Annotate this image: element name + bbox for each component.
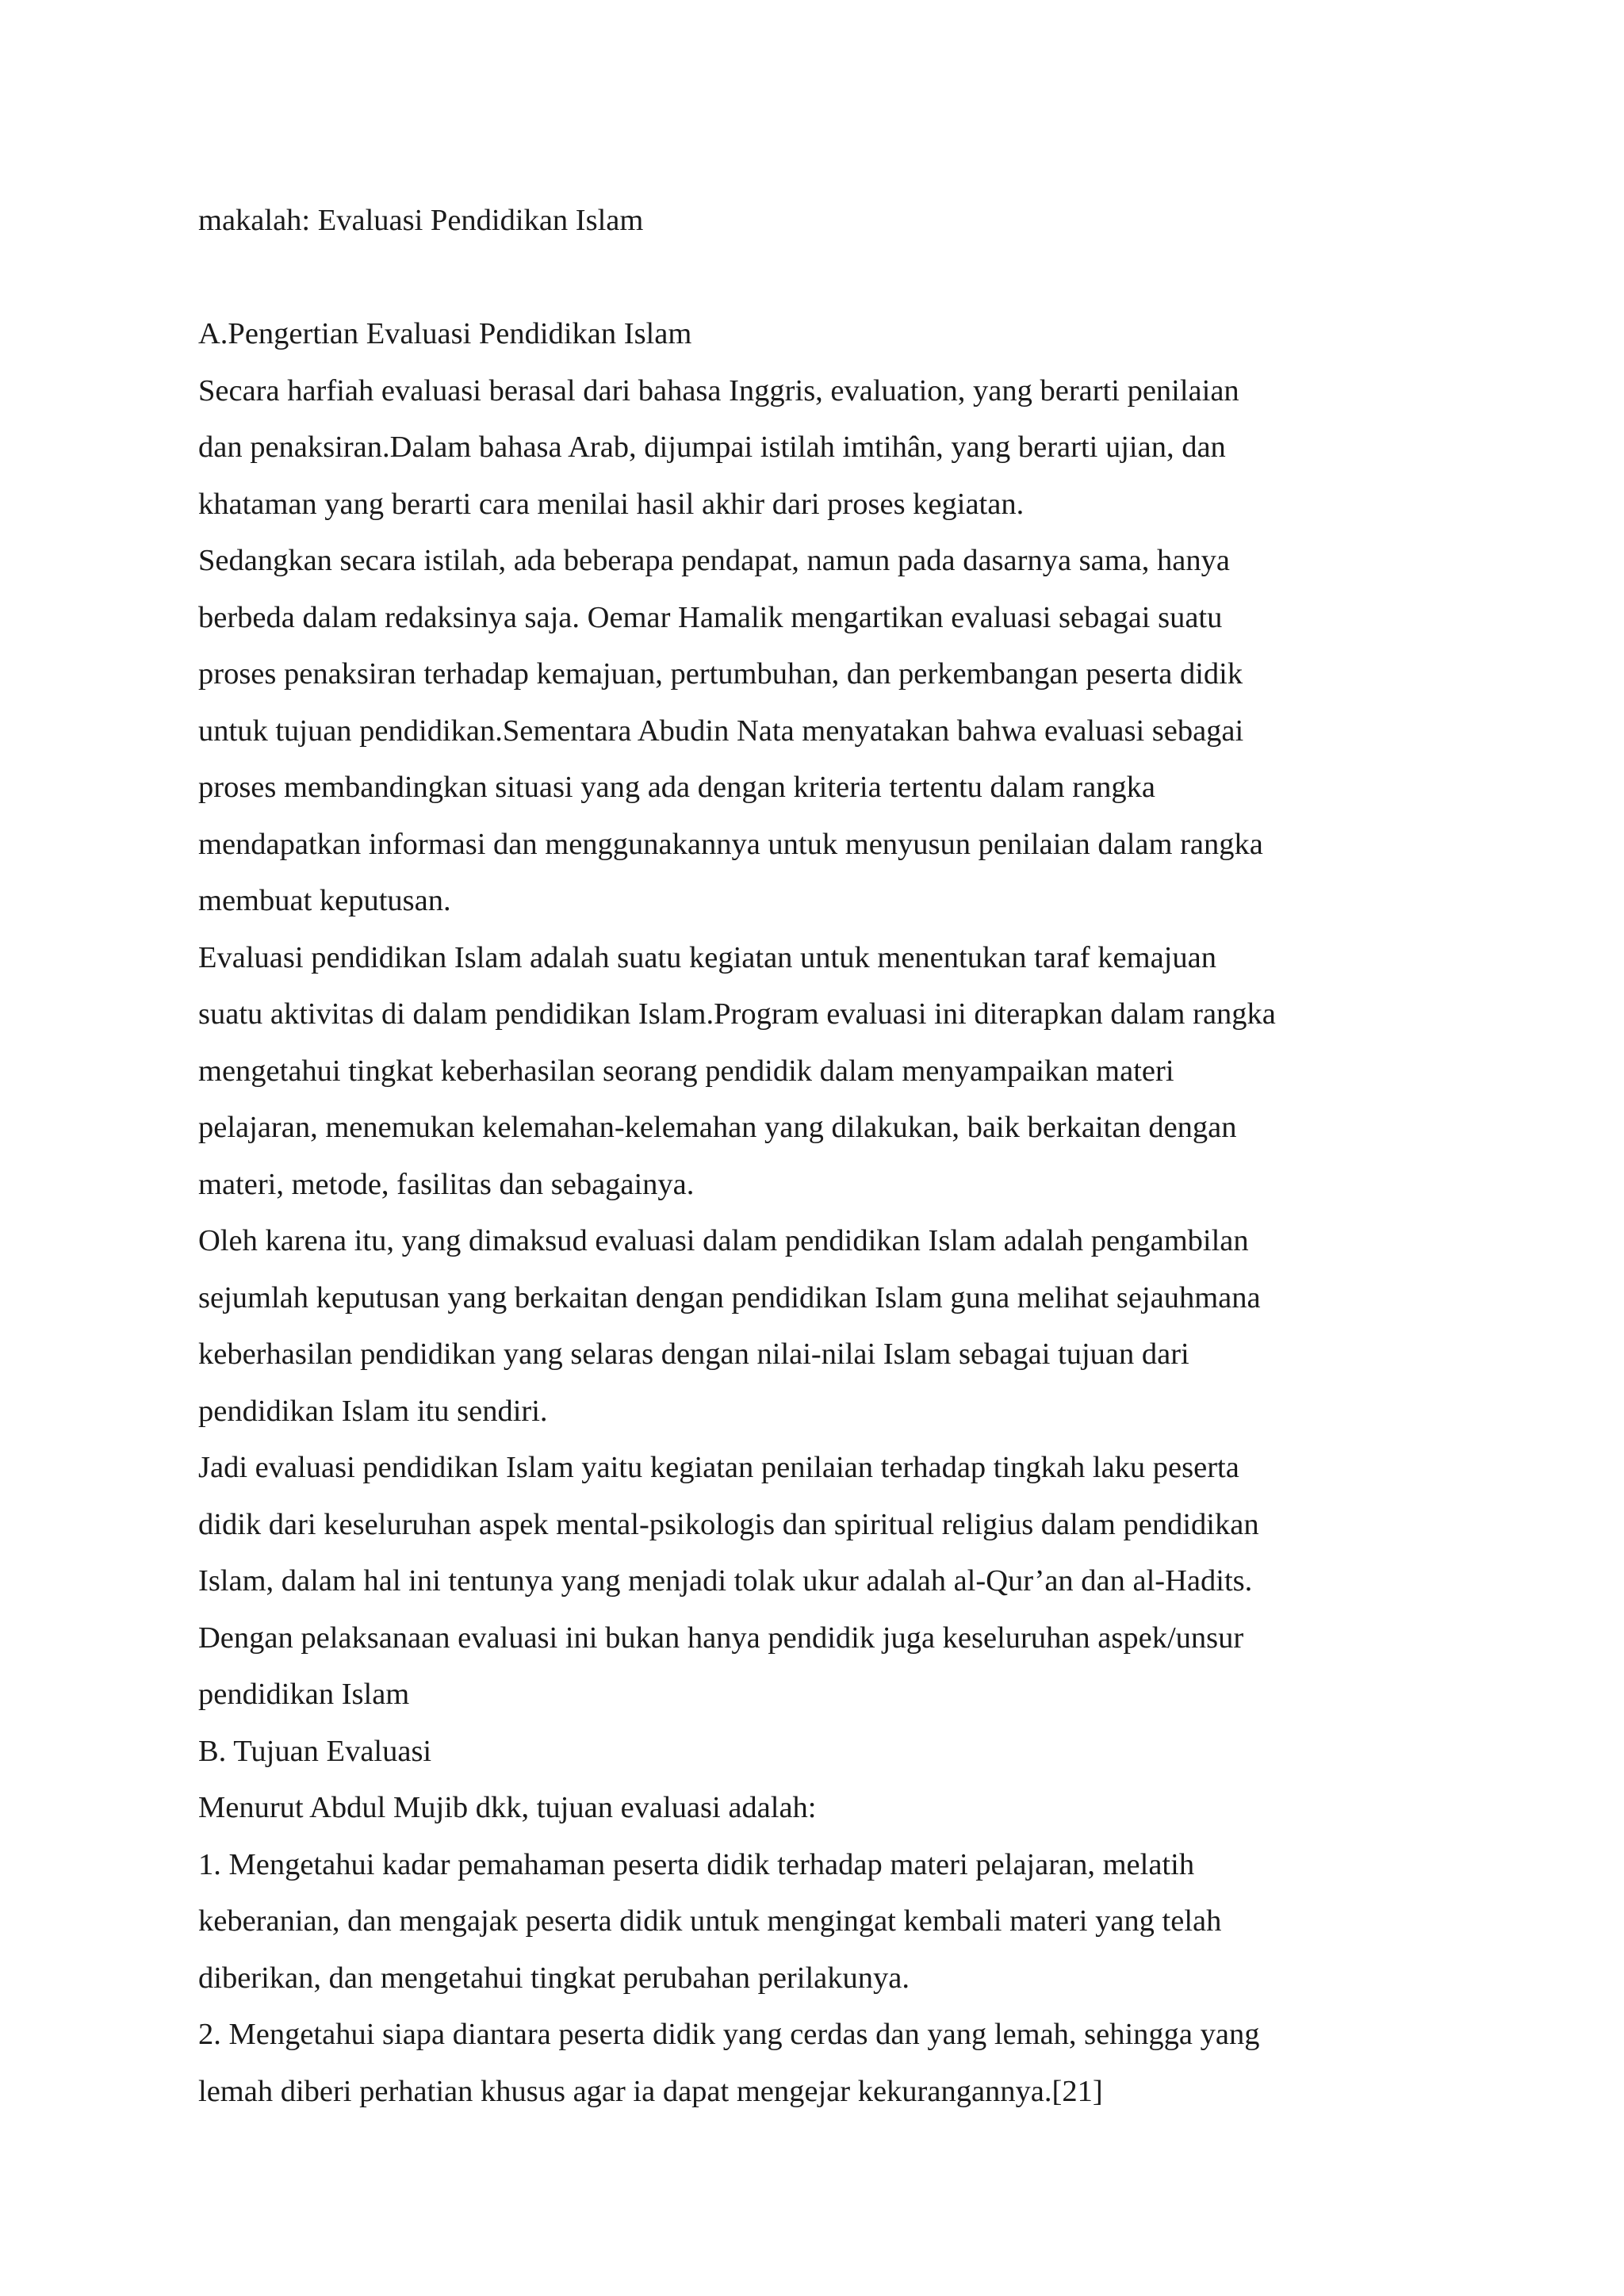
text-line: untuk tujuan pendidikan.Sementara Abudin Nata menyatakan bahwa evaluasi sebagai: [198, 714, 1244, 748]
text-line: Jadi evaluasi pendidikan Islam yaitu kegiatan penilaian terhadap tingkah laku peserta: [198, 1451, 1239, 1484]
text-line: didik dari keseluruhan aspek mental-psikologis dan spiritual religius dalam pendidikan: [198, 1507, 1259, 1541]
text-line: proses membandingkan situasi yang ada dengan kriteria tertentu dalam rangka: [198, 771, 1155, 804]
text-line: dan penaksiran.Dalam bahasa Arab, dijumpai istilah imtihân, yang berarti ujian, dan: [198, 430, 1226, 464]
text-line: Oleh karena itu, yang dimaksud evaluasi dalam pendidikan Islam adalah pengambilan: [198, 1224, 1249, 1257]
text-line: pendidikan Islam itu sendiri.: [198, 1394, 548, 1428]
section-heading-a: A.Pengertian Evaluasi Pendidikan Islam: [198, 317, 692, 350]
text-line: Dengan pelaksanaan evaluasi ini bukan hanya pendidik juga keseluruhan aspek/unsur: [198, 1621, 1244, 1655]
list-item-line: keberanian, dan mengajak peserta didik untuk mengingat kembali materi yang telah: [198, 1904, 1222, 1938]
text-line: proses penaksiran terhadap kemajuan, pertumbuhan, dan perkembangan peserta didik: [198, 657, 1243, 691]
text-line: mengetahui tingkat keberhasilan seorang pendidik dalam menyampaikan materi: [198, 1054, 1174, 1088]
text-line: sejumlah keputusan yang berkaitan dengan pendidikan Islam guna melihat sejauhmana: [198, 1280, 1261, 1314]
text-line: berbeda dalam redaksinya saja. Oemar Hamalik mengartikan evaluasi sebagai suatu: [198, 600, 1223, 634]
text-line: Evaluasi pendidikan Islam adalah suatu kegiatan untuk menentukan taraf kemajuan: [198, 940, 1216, 974]
text-line: keberhasilan pendidikan yang selaras dengan nilai-nilai Islam sebagai tujuan dari: [198, 1337, 1189, 1371]
text-line: materi, metode, fasilitas dan sebagainya.: [198, 1167, 695, 1201]
list-item-line: 2. Mengetahui siapa diantara peserta didik yang cerdas dan yang lemah, sehingga yang: [198, 2018, 1260, 2051]
text-line: khataman yang berarti cara menilai hasil akhir dari proses kegiatan.: [198, 487, 1025, 521]
text-line: membuat keputusan.: [198, 884, 451, 917]
text-line: Islam, dalam hal ini tentunya yang menjadi tolak ukur adalah al-Qur’an dan al-Hadits.: [198, 1564, 1253, 1598]
document-title: makalah: Evaluasi Pendidikan Islam: [198, 204, 644, 237]
text-line: Secara harfiah evaluasi berasal dari bahasa Inggris, evaluation, yang berarti penilaian: [198, 373, 1239, 408]
text-line: pelajaran, menemukan kelemahan-kelemahan yang dilakukan, baik berkaitan dengan: [198, 1111, 1237, 1144]
text-line: mendapatkan informasi dan menggunakannya untuk menyusun penilaian dalam rangka: [198, 827, 1263, 861]
document-body: [198, 193, 1451, 2120]
blank-line: [198, 250, 1451, 307]
text-line: Menurut Abdul Mujib dkk, tujuan evaluasi adalah:: [198, 1791, 817, 1824]
section-heading-b: B. Tujuan Evaluasi: [198, 1734, 432, 1768]
list-item-line: diberikan, dan mengetahui tingkat perubahan perilakunya.: [198, 1961, 910, 1995]
list-item-line: 1. Mengetahui kadar pemahaman peserta didik terhadap materi pelajaran, melatih: [198, 1847, 1195, 1881]
text-line: Sedangkan secara istilah, ada beberapa pendapat, namun pada dasarnya sama, hanya: [198, 544, 1230, 577]
text-line: pendidikan Islam: [198, 1678, 410, 1711]
list-item-line: lemah diberi perhatian khusus agar ia dapat mengejar kekurangannya.[21]: [198, 2074, 1103, 2108]
text-line: suatu aktivitas di dalam pendidikan Islam.Program evaluasi ini diterapkan dalam rangka: [198, 997, 1276, 1031]
